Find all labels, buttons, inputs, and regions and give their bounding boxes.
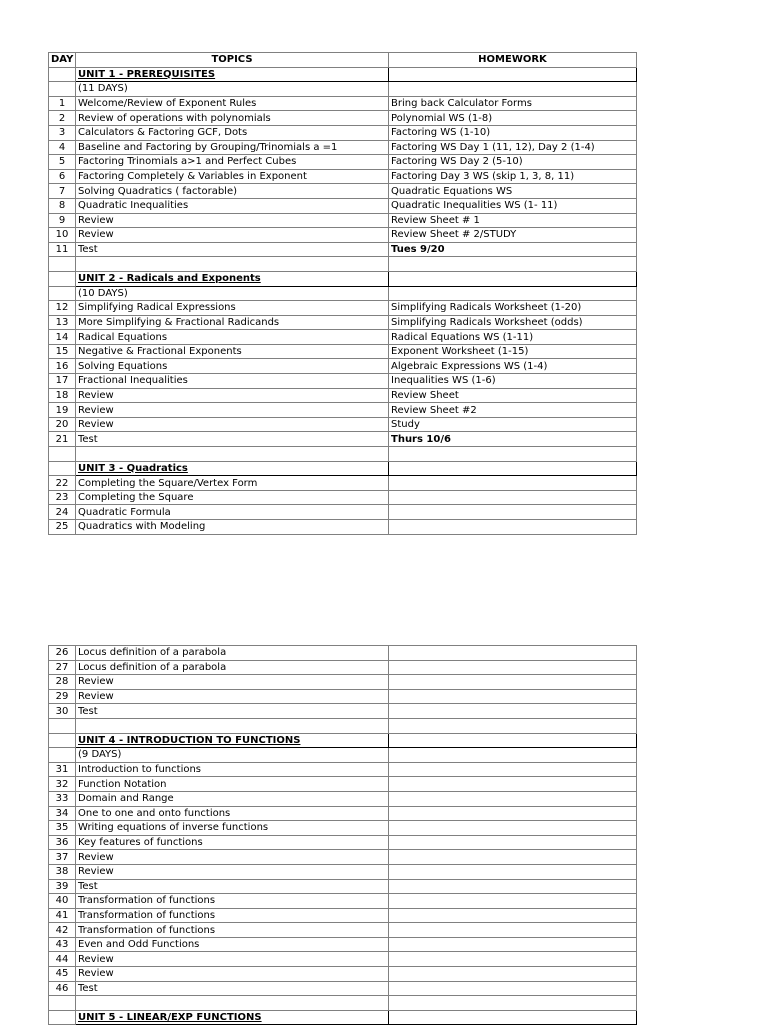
topic-cell: Key features of functions <box>76 835 389 850</box>
homework-cell <box>389 850 637 865</box>
lesson-row <box>49 359 637 374</box>
day-cell: 30 <box>49 704 76 719</box>
unit-title: UNIT 2 - Radicals and Exponents <box>76 271 389 286</box>
topic-cell: Test <box>76 432 389 447</box>
lesson-row <box>49 111 637 126</box>
unit-duration-row <box>49 82 637 97</box>
homework-cell: Tues 9/20 <box>389 242 637 257</box>
day-cell: 29 <box>49 689 76 704</box>
homework-cell <box>389 835 637 850</box>
homework-cell: Review Sheet # 1 <box>389 213 637 228</box>
unit-title: UNIT 1 - PREREQUISITES <box>76 67 389 82</box>
topic-cell: Test <box>76 704 389 719</box>
topic-cell: Review <box>76 228 389 243</box>
homework-cell <box>389 791 637 806</box>
day-cell: 18 <box>49 388 76 403</box>
homework-cell: Algebraic Expressions WS (1-4) <box>389 359 637 374</box>
day-cell: 10 <box>49 228 76 243</box>
homework-cell: Factoring Day 3 WS (skip 1, 3, 8, 11) <box>389 169 637 184</box>
homework-cell: Polynomial WS (1-8) <box>389 111 637 126</box>
topic-cell: Test <box>76 242 389 257</box>
topic-cell: Fractional Inequalities <box>76 374 389 389</box>
day-cell: 44 <box>49 952 76 967</box>
day-cell: 17 <box>49 374 76 389</box>
homework-cell <box>389 952 637 967</box>
topic-cell <box>76 447 389 462</box>
lesson-row <box>49 864 637 879</box>
lesson-row <box>49 937 637 952</box>
day-cell: 3 <box>49 125 76 140</box>
topic-cell: Factoring Trinomials a>1 and Perfect Cubes <box>76 155 389 170</box>
topic-cell: Function Notation <box>76 777 389 792</box>
header-row <box>49 53 637 68</box>
homework-cell <box>389 461 637 476</box>
lesson-row <box>49 704 637 719</box>
day-cell: 11 <box>49 242 76 257</box>
homework-cell: Review Sheet <box>389 388 637 403</box>
lesson-row <box>49 835 637 850</box>
homework-cell <box>389 981 637 996</box>
day-cell: 33 <box>49 791 76 806</box>
homework-cell <box>389 1010 637 1025</box>
lesson-row <box>49 242 637 257</box>
day-cell <box>49 271 76 286</box>
lesson-row <box>49 476 637 491</box>
homework-cell: Quadratic Inequalities WS (1- 11) <box>389 198 637 213</box>
homework-cell: Inequalities WS (1-6) <box>389 374 637 389</box>
day-cell <box>49 461 76 476</box>
day-cell: 46 <box>49 981 76 996</box>
homework-cell <box>389 490 637 505</box>
homework-cell: Review Sheet #2 <box>389 403 637 418</box>
schedule-body-page-1 <box>49 67 637 534</box>
header-day: DAY <box>49 53 76 68</box>
blank-row <box>49 718 637 733</box>
blank-row <box>49 996 637 1011</box>
topic-cell: Review <box>76 213 389 228</box>
homework-cell <box>389 821 637 836</box>
day-cell: 12 <box>49 301 76 316</box>
day-cell: 2 <box>49 111 76 126</box>
homework-cell: Simplifying Radicals Worksheet (1-20) <box>389 301 637 316</box>
homework-cell: Factoring WS (1-10) <box>389 125 637 140</box>
homework-cell <box>389 879 637 894</box>
lesson-row <box>49 505 637 520</box>
topic-cell: Quadratic Inequalities <box>76 198 389 213</box>
day-cell: 21 <box>49 432 76 447</box>
lesson-row <box>49 821 637 836</box>
homework-cell <box>389 689 637 704</box>
blank-row <box>49 447 637 462</box>
topic-cell: Factoring Completely & Variables in Exponent <box>76 169 389 184</box>
topic-cell: (9 DAYS) <box>76 748 389 763</box>
homework-cell <box>389 286 637 301</box>
homework-cell <box>389 476 637 491</box>
homework-cell: Simplifying Radicals Worksheet (odds) <box>389 315 637 330</box>
homework-cell <box>389 82 637 97</box>
day-cell: 14 <box>49 330 76 345</box>
day-cell <box>49 286 76 301</box>
topic-cell <box>76 996 389 1011</box>
day-cell <box>49 67 76 82</box>
topic-cell: Review <box>76 864 389 879</box>
topic-cell: Test <box>76 879 389 894</box>
day-cell: 36 <box>49 835 76 850</box>
day-cell: 19 <box>49 403 76 418</box>
day-cell <box>49 1010 76 1025</box>
day-cell: 37 <box>49 850 76 865</box>
unit-header-row <box>49 1010 637 1025</box>
homework-cell: Radical Equations WS (1-11) <box>389 330 637 345</box>
lesson-row <box>49 315 637 330</box>
lesson-row <box>49 952 637 967</box>
lesson-row <box>49 344 637 359</box>
lesson-row <box>49 520 637 535</box>
topic-cell: Review of operations with polynomials <box>76 111 389 126</box>
topic-cell: Review <box>76 417 389 432</box>
day-cell: 6 <box>49 169 76 184</box>
homework-cell: Bring back Calculator Forms <box>389 96 637 111</box>
day-cell: 34 <box>49 806 76 821</box>
lesson-row <box>49 184 637 199</box>
lesson-row <box>49 777 637 792</box>
day-cell: 45 <box>49 967 76 982</box>
topic-cell: Review <box>76 850 389 865</box>
unit-title: UNIT 5 - LINEAR/EXP FUNCTIONS <box>76 1010 389 1025</box>
lesson-row <box>49 908 637 923</box>
lesson-row <box>49 198 637 213</box>
homework-cell: Review Sheet # 2/STUDY <box>389 228 637 243</box>
topic-cell: Review <box>76 952 389 967</box>
homework-cell: Thurs 10/6 <box>389 432 637 447</box>
topic-cell: One to one and onto functions <box>76 806 389 821</box>
unit-header-row <box>49 461 637 476</box>
day-cell: 31 <box>49 762 76 777</box>
day-cell <box>49 447 76 462</box>
topic-cell: Solving Quadratics ( factorable) <box>76 184 389 199</box>
day-cell: 8 <box>49 198 76 213</box>
unit-duration-row <box>49 286 637 301</box>
lesson-row <box>49 689 637 704</box>
homework-cell <box>389 937 637 952</box>
topic-cell <box>76 257 389 272</box>
lesson-row <box>49 403 637 418</box>
homework-cell <box>389 520 637 535</box>
topic-cell: Quadratic Formula <box>76 505 389 520</box>
homework-cell <box>389 704 637 719</box>
lesson-row <box>49 125 637 140</box>
topic-cell: (10 DAYS) <box>76 286 389 301</box>
lesson-row <box>49 791 637 806</box>
topic-cell: Review <box>76 967 389 982</box>
topic-cell: Simplifying Radical Expressions <box>76 301 389 316</box>
homework-cell <box>389 67 637 82</box>
lesson-row <box>49 850 637 865</box>
lesson-row <box>49 806 637 821</box>
homework-cell <box>389 894 637 909</box>
lesson-row <box>49 894 637 909</box>
unit-header-row <box>49 271 637 286</box>
homework-cell <box>389 748 637 763</box>
day-cell: 15 <box>49 344 76 359</box>
lesson-row <box>49 388 637 403</box>
day-cell: 23 <box>49 490 76 505</box>
header-topics: TOPICS <box>76 53 389 68</box>
topic-cell: Review <box>76 388 389 403</box>
day-cell: 22 <box>49 476 76 491</box>
lesson-row <box>49 169 637 184</box>
unit-title: UNIT 3 - Quadratics <box>76 461 389 476</box>
topic-cell: Introduction to functions <box>76 762 389 777</box>
lesson-row <box>49 675 637 690</box>
day-cell: 13 <box>49 315 76 330</box>
lesson-row <box>49 213 637 228</box>
topic-cell: Welcome/Review of Exponent Rules <box>76 96 389 111</box>
topic-cell: Calculators & Factoring GCF, Dots <box>76 125 389 140</box>
topic-cell: More Simplifying & Fractional Radicands <box>76 315 389 330</box>
homework-cell <box>389 646 637 661</box>
day-cell: 27 <box>49 660 76 675</box>
homework-cell <box>389 675 637 690</box>
lesson-row <box>49 228 637 243</box>
day-cell: 39 <box>49 879 76 894</box>
lesson-row <box>49 330 637 345</box>
unit-duration-row <box>49 748 637 763</box>
day-cell: 28 <box>49 675 76 690</box>
lesson-row <box>49 301 637 316</box>
day-cell <box>49 748 76 763</box>
topic-cell: Domain and Range <box>76 791 389 806</box>
topic-cell: Negative & Fractional Exponents <box>76 344 389 359</box>
day-cell: 25 <box>49 520 76 535</box>
homework-cell <box>389 967 637 982</box>
topic-cell <box>76 718 389 733</box>
day-cell <box>49 82 76 97</box>
day-cell: 4 <box>49 140 76 155</box>
lesson-row <box>49 981 637 996</box>
day-cell: 42 <box>49 923 76 938</box>
day-cell: 41 <box>49 908 76 923</box>
topic-cell: Transformation of functions <box>76 894 389 909</box>
lesson-row <box>49 879 637 894</box>
day-cell: 5 <box>49 155 76 170</box>
day-cell: 38 <box>49 864 76 879</box>
topic-cell: Test <box>76 981 389 996</box>
homework-cell <box>389 908 637 923</box>
homework-cell <box>389 762 637 777</box>
day-cell: 9 <box>49 213 76 228</box>
lesson-row <box>49 923 637 938</box>
lesson-row <box>49 374 637 389</box>
topic-cell: Completing the Square/Vertex Form <box>76 476 389 491</box>
homework-cell <box>389 447 637 462</box>
unit-header-row <box>49 733 637 748</box>
blank-row <box>49 257 637 272</box>
lesson-row <box>49 490 637 505</box>
homework-cell <box>389 733 637 748</box>
topic-cell: Completing the Square <box>76 490 389 505</box>
schedule-table-page-1 <box>48 52 637 535</box>
day-cell: 43 <box>49 937 76 952</box>
topic-cell: Locus definition of a parabola <box>76 646 389 661</box>
homework-cell <box>389 864 637 879</box>
lesson-row <box>49 417 637 432</box>
day-cell: 32 <box>49 777 76 792</box>
day-cell: 40 <box>49 894 76 909</box>
topic-cell: Writing equations of inverse functions <box>76 821 389 836</box>
homework-cell <box>389 923 637 938</box>
topic-cell: (11 DAYS) <box>76 82 389 97</box>
lesson-row <box>49 432 637 447</box>
lesson-row <box>49 762 637 777</box>
day-cell: 20 <box>49 417 76 432</box>
unit-header-row <box>49 67 637 82</box>
header-homework: HOMEWORK <box>389 53 637 68</box>
homework-cell <box>389 996 637 1011</box>
topic-cell: Review <box>76 675 389 690</box>
homework-cell <box>389 660 637 675</box>
homework-cell <box>389 505 637 520</box>
day-cell <box>49 996 76 1011</box>
homework-cell: Exponent Worksheet (1-15) <box>389 344 637 359</box>
day-cell: 24 <box>49 505 76 520</box>
topic-cell: Transformation of functions <box>76 908 389 923</box>
lesson-row <box>49 155 637 170</box>
topic-cell: Baseline and Factoring by Grouping/Trinomials a =1 <box>76 140 389 155</box>
day-cell: 16 <box>49 359 76 374</box>
day-cell: 1 <box>49 96 76 111</box>
topic-cell: Radical Equations <box>76 330 389 345</box>
lesson-row <box>49 96 637 111</box>
day-cell: 26 <box>49 646 76 661</box>
day-cell <box>49 257 76 272</box>
day-cell <box>49 718 76 733</box>
homework-cell <box>389 718 637 733</box>
homework-cell: Factoring WS Day 2 (5-10) <box>389 155 637 170</box>
topic-cell: Even and Odd Functions <box>76 937 389 952</box>
homework-cell <box>389 257 637 272</box>
topic-cell: Locus definition of a parabola <box>76 660 389 675</box>
topic-cell: Quadratics with Modeling <box>76 520 389 535</box>
topic-cell: Solving Equations <box>76 359 389 374</box>
day-cell: 35 <box>49 821 76 836</box>
unit-title: UNIT 4 - INTRODUCTION TO FUNCTIONS <box>76 733 389 748</box>
schedule-table-page-2 <box>48 645 637 1025</box>
homework-cell: Factoring WS Day 1 (11, 12), Day 2 (1-4) <box>389 140 637 155</box>
homework-cell <box>389 271 637 286</box>
day-cell: 7 <box>49 184 76 199</box>
topic-cell: Review <box>76 403 389 418</box>
lesson-row <box>49 967 637 982</box>
topic-cell: Transformation of functions <box>76 923 389 938</box>
schedule-body-page-2 <box>49 646 637 1025</box>
homework-cell: Quadratic Equations WS <box>389 184 637 199</box>
lesson-row <box>49 646 637 661</box>
homework-cell <box>389 777 637 792</box>
homework-cell: Study <box>389 417 637 432</box>
lesson-row <box>49 660 637 675</box>
lesson-row <box>49 140 637 155</box>
day-cell <box>49 733 76 748</box>
topic-cell: Review <box>76 689 389 704</box>
homework-cell <box>389 806 637 821</box>
